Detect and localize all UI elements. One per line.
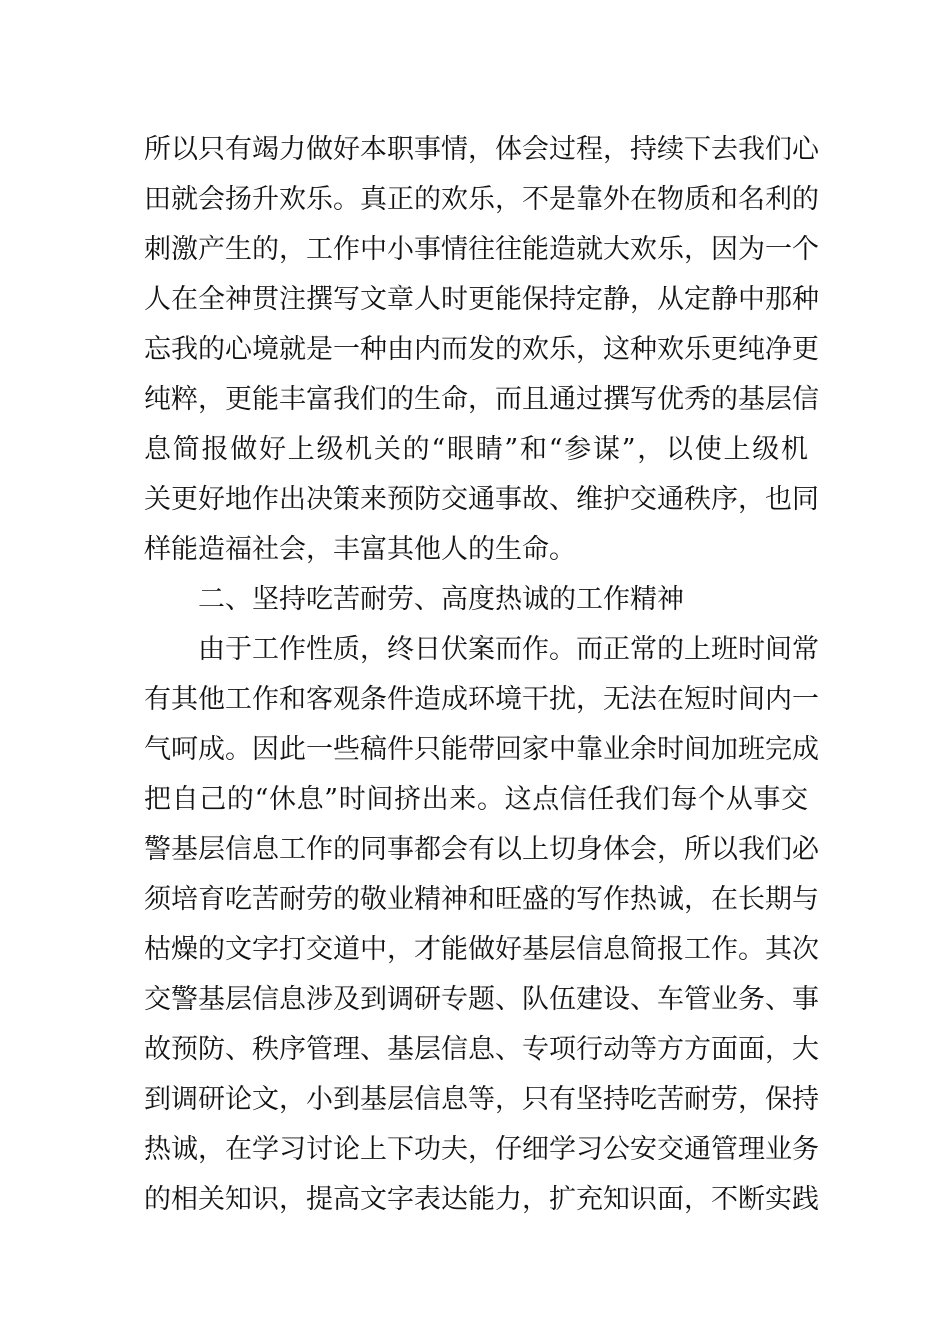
paragraph-line: 所以只有竭力做好本职事情，体会过程，持续下去我们心	[144, 134, 819, 165]
paragraph-line: 纯粹，更能丰富我们的生命，而且通过撰写优秀的基层信	[144, 384, 819, 415]
paragraph-line: 由于工作性质，终日伏案而作。而正常的上班时间常	[198, 634, 819, 665]
paragraph-line: 须培育吃苦耐劳的敬业精神和旺盛的写作热诚，在长期与	[144, 884, 819, 915]
paragraph-line: 忘我的心境就是一种由内而发的欢乐，这种欢乐更纯净更	[144, 334, 819, 365]
paragraph-line: 有其他工作和客观条件造成环境干扰，无法在短时间内一	[144, 684, 819, 715]
paragraph-line: 的相关知识，提高文字表达能力，扩充知识面，不断实践	[144, 1184, 819, 1215]
paragraph-line: 故预防、秩序管理、基层信息、专项行动等方方面面，大	[144, 1034, 819, 1065]
paragraph-line: 人在全神贯注撰写文章人时更能保持定静，从定静中那种	[144, 284, 819, 315]
paragraph-line: 关更好地作出决策来预防交通事故、维护交通秩序，也同	[144, 484, 819, 515]
paragraph-line: 田就会扬升欢乐。真正的欢乐，不是靠外在物质和名利的	[144, 184, 819, 215]
paragraph-line: 交警基层信息涉及到调研专题、队伍建设、车管业务、事	[144, 984, 819, 1015]
section-heading: 二、坚持吃苦耐劳、高度热诚的工作精神	[198, 584, 684, 615]
paragraph-line: 息简报做好上级机关的“眼睛”和“参谋”，以使上级机	[144, 434, 808, 465]
paragraph-line: 热诚，在学习讨论上下功夫，仔细学习公安交通管理业务	[144, 1134, 819, 1165]
paragraph-line: 样能造福社会，丰富其他人的生命。	[144, 534, 576, 565]
paragraph-line: 到调研论文，小到基层信息等，只有坚持吃苦耐劳，保持	[144, 1084, 819, 1115]
paragraph-line: 枯燥的文字打交道中，才能做好基层信息简报工作。其次	[144, 934, 819, 965]
paragraph-line: 警基层信息工作的同事都会有以上切身体会，所以我们必	[144, 834, 819, 865]
paragraph-line: 把自己的“休息”时间挤出来。这点信任我们每个从事交	[144, 784, 808, 815]
paragraph-line: 刺激产生的，工作中小事情往往能造就大欢乐，因为一个	[144, 234, 819, 265]
paragraph-line: 气呵成。因此一些稿件只能带回家中靠业余时间加班完成	[144, 734, 819, 765]
